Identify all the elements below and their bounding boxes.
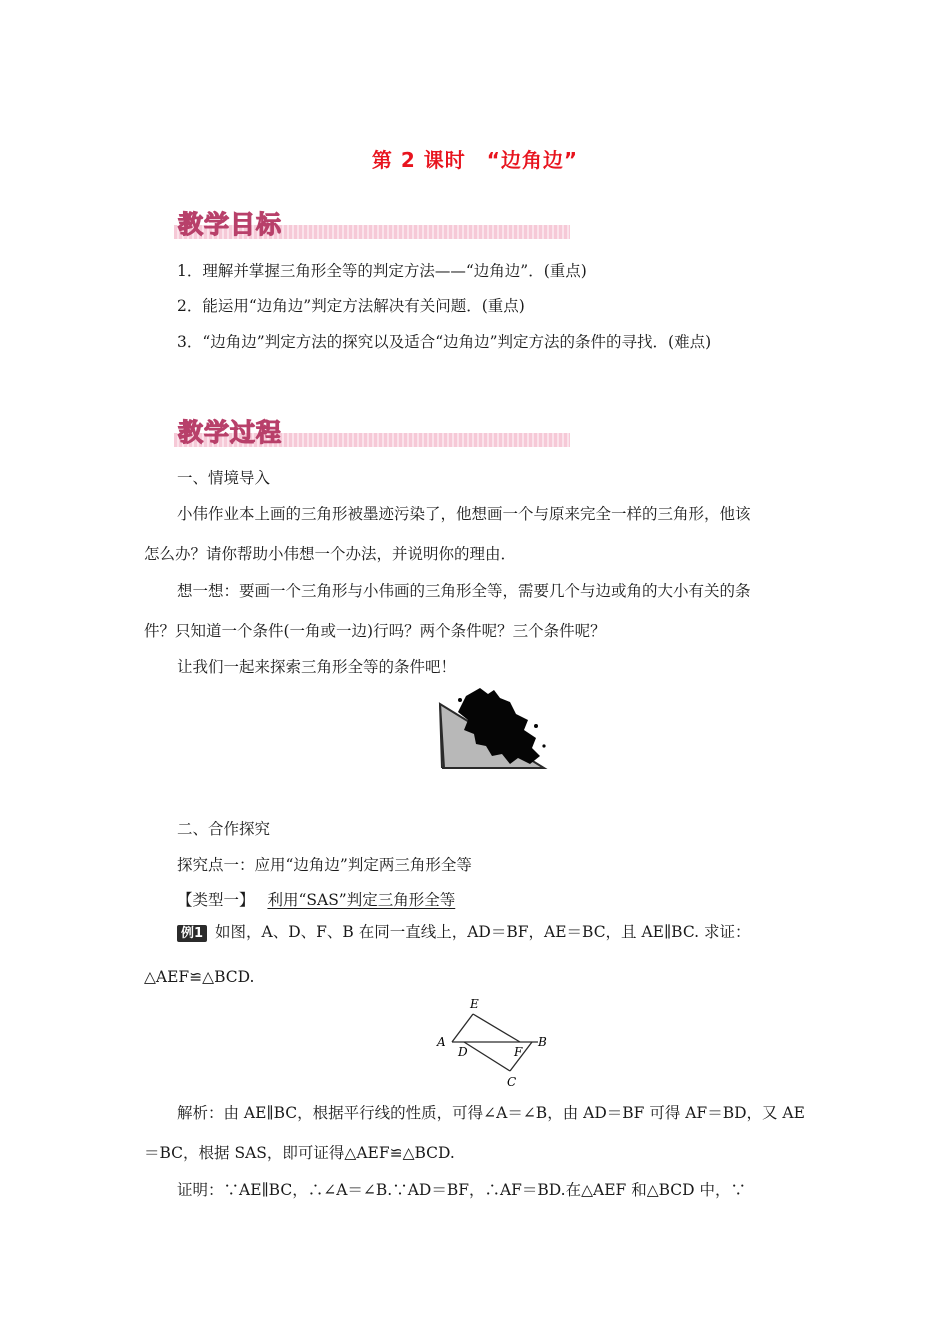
label-f: F: [514, 1045, 523, 1059]
section-heading-2: 二、合作探究: [177, 820, 271, 838]
type-title: 利用“SAS”判定三角形全等: [267, 891, 456, 909]
example-1-text: 如图，A、D、F、B 在同一直线上，AD＝BF，AE＝BC，且 AE∥BC. 求证：: [215, 923, 751, 941]
label-c: C: [507, 1075, 517, 1089]
segment-ef: [473, 1014, 520, 1042]
paragraph-3: 让我们一起来探索三角形全等的条件吧！: [177, 658, 457, 676]
analysis-line-1: 解析：由 AE∥BC，根据平行线的性质，可得∠A＝∠B，由 AD＝BF 可得 AF＝BD，又 AE: [177, 1104, 805, 1122]
objectives-banner-label: 教学目标: [178, 210, 283, 239]
paragraph-1-line-2: 怎么办？请你帮助小伟想一个办法，并说明你的理由．: [144, 545, 517, 563]
label-e: E: [470, 997, 479, 1011]
objective-item-1: 1．理解并掌握三角形全等的判定方法——“边角边”．(重点): [177, 262, 587, 280]
explore-point-1: 探究点一：应用“边角边”判定两三角形全等: [177, 856, 472, 874]
proof-line: 证明：∵AE∥BC，∴∠A＝∠B.∵AD＝BF，∴AF＝BD.在△AEF 和△BCD 中，∵: [177, 1181, 747, 1199]
process-banner: [174, 413, 570, 449]
type-heading: [177, 890, 455, 910]
section-heading-1: 一、情境导入: [177, 469, 271, 487]
label-d: D: [458, 1045, 468, 1059]
paragraph-1-line-1: 小伟作业本上画的三角形被墨迹污染了，他想画一个与原来完全一样的三角形，他该: [177, 505, 751, 523]
type-bracket: 【类型一】: [177, 891, 255, 909]
objectives-banner: [174, 205, 570, 241]
objective-item-2: 2．能运用“边角边”判定方法解决有关问题．(重点): [177, 297, 525, 315]
process-banner-label: 教学过程: [178, 418, 283, 447]
segment-dc: [464, 1042, 510, 1071]
example-1-line-1: [177, 922, 751, 942]
example-1-line-2: △AEF≌△BCD.: [144, 968, 255, 986]
paragraph-2-line-1: 想一想：要画一个三角形与小伟画的三角形全等，需要几个与边或角的大小有关的条: [177, 582, 751, 600]
objective-item-3: 3．“边角边”判定方法的探究以及适合“边角边”判定方法的条件的寻找．(难点): [177, 333, 712, 351]
paragraph-2-line-2: 件？只知道一个条件(一角或一边)行吗？两个条件呢？三个条件呢？: [144, 622, 606, 640]
label-b: B: [538, 1035, 547, 1049]
ink-stained-triangle-figure: [436, 686, 548, 772]
analysis-line-2: ＝BC，根据 SAS，即可证得△AEF≌△BCD.: [144, 1144, 455, 1162]
label-a: A: [437, 1035, 446, 1049]
geometry-figure-aefbcd: [430, 994, 560, 1090]
page-title: 第 2 课时 “边角边”: [371, 148, 579, 172]
segment-ae: [452, 1014, 473, 1042]
example-tag: 例1: [177, 925, 207, 942]
